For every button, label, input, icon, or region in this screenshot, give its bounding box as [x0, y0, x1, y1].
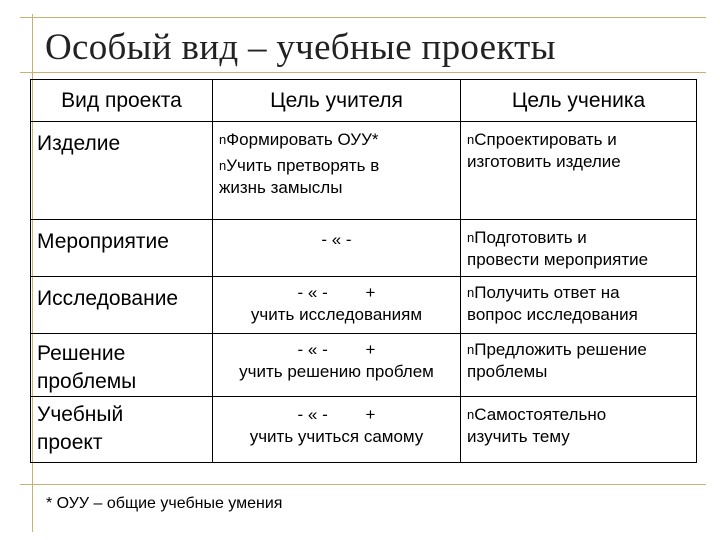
header-student-goal: Цель ученика	[461, 80, 697, 122]
teacher-goal: - « - + учить учиться самому	[213, 397, 461, 463]
bullet-icon: n	[467, 407, 475, 422]
table-row	[31, 122, 697, 220]
table-row	[31, 334, 697, 397]
project-kind: Мероприятие	[31, 220, 213, 277]
bullet-icon: n	[219, 158, 227, 173]
list-item-continuation: жизнь замыслы	[219, 178, 343, 197]
header-teacher-goal: Цель учителя	[213, 80, 461, 122]
student-goal: nПодготовить и провести мероприятие	[461, 220, 697, 277]
table-row	[31, 277, 697, 334]
student-goal: nПредложить решение проблемы	[461, 334, 697, 397]
table-row	[31, 220, 697, 277]
table-row	[31, 397, 697, 463]
bullet-icon: n	[467, 230, 475, 245]
student-goal: nСпроектировать и изготовить изделие	[461, 122, 697, 220]
table-header-row	[31, 80, 697, 122]
bullet-icon: n	[219, 132, 227, 147]
bottom-decorative-rule	[20, 484, 706, 485]
bullet-icon: n	[467, 132, 475, 147]
teacher-goal: - « - + учить решению проблем	[213, 334, 461, 397]
list-item: nФормировать ОУУ*	[219, 130, 379, 149]
teacher-goal: - « -	[213, 220, 461, 277]
student-goal: nСамостоятельно изучить тему	[461, 397, 697, 463]
student-goal: nПолучить ответ на вопрос исследования	[461, 277, 697, 334]
teacher-goal	[213, 122, 461, 220]
list-item: nУчить претворять в	[219, 156, 380, 175]
footnote: * ОУУ – общие учебные умения	[46, 495, 283, 512]
project-kind: Решение проблемы	[31, 334, 213, 397]
bullet-icon: n	[467, 342, 475, 357]
project-kind: Учебный проект	[31, 397, 213, 463]
top-decorative-rule	[20, 17, 706, 18]
projects-table	[30, 79, 697, 463]
teacher-goal: - « - + учить исследованиям	[213, 277, 461, 334]
bullet-icon: n	[467, 285, 475, 300]
slide-title: Особый вид – учебные проекты	[45, 27, 556, 68]
title-underline-rule	[20, 72, 706, 73]
header-project-kind: Вид проекта	[31, 80, 213, 122]
project-kind: Изделие	[31, 122, 213, 220]
project-kind: Исследование	[31, 277, 213, 334]
